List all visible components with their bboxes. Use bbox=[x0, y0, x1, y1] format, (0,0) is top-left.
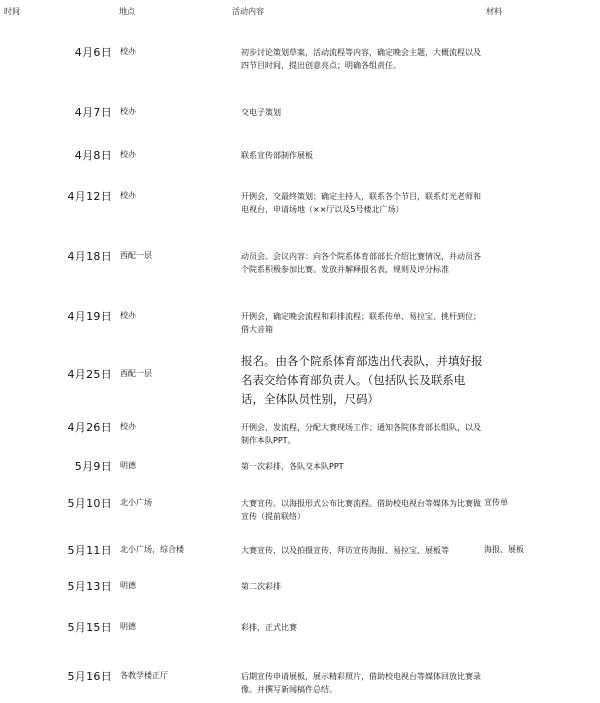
row-content: 交电子策划 bbox=[241, 108, 281, 117]
header-time: 时间 bbox=[4, 7, 20, 16]
row-place: 各教学楼正厅 bbox=[120, 671, 168, 680]
row-place: 校办 bbox=[120, 311, 136, 320]
row-place: 明德 bbox=[120, 622, 136, 631]
row-content: 彩排，正式比赛 bbox=[241, 623, 297, 632]
row-date: 5月11日 bbox=[67, 544, 112, 557]
row-place: 校办 bbox=[120, 422, 136, 431]
row-date: 5月15日 bbox=[67, 621, 112, 634]
row-place: 校办 bbox=[120, 107, 136, 116]
row-content: 后期宣传申请展板，展示精彩照片，借助校电视台等媒体回放比赛录像。并撰写新闻稿件总结。 bbox=[241, 672, 481, 694]
row-place: 北小广场 bbox=[120, 498, 152, 507]
row-place: 校办 bbox=[120, 150, 136, 159]
row-content: 开例会，交最终策划；确定主持人，联系各个节目，联系灯光老师和电视台，申请场地（××厅以及5号楼北广场） bbox=[241, 192, 481, 214]
row-materials: 海报、展板 bbox=[484, 545, 524, 554]
row-date: 4月12日 bbox=[67, 190, 112, 203]
row-content: 动员会。会议内容：向各个院系体育部部长介绍比赛情况，并动员各个院系积极参加比赛。发放并解释报名表，规则及评分标准 bbox=[241, 252, 481, 274]
row-content: 第二次彩排 bbox=[241, 582, 281, 591]
row-content: 开例会，发流程，分配大赛现场工作；通知各院体育部长组队，以及制作本队PPT。 bbox=[241, 423, 481, 445]
row-place: 北小广场，综合楼 bbox=[120, 545, 184, 554]
row-date: 4月7日 bbox=[74, 106, 112, 119]
row-date: 4月19日 bbox=[67, 310, 112, 323]
row-materials: 宣传单 bbox=[484, 498, 508, 507]
row-date: 4月6日 bbox=[74, 46, 112, 59]
row-date: 4月8日 bbox=[74, 149, 112, 162]
row-content: 开例会，确定晚会流程和彩排流程；联系传单、易拉宝、挑杆到位；借大音箱 bbox=[241, 312, 481, 334]
row-place: 西配一层 bbox=[120, 369, 152, 378]
row-content: 联系宣传部制作展板 bbox=[241, 151, 313, 160]
row-content: 报名。由各个院系体育部选出代表队，并填好报名表交给体育部负责人。（包括队长及联系电话，全体队员性别，尺码） bbox=[241, 354, 483, 406]
header-content: 活动内容 bbox=[232, 7, 264, 16]
row-content: 大赛宣传，以及拍摄宣传，拜访宣传海报、易拉宝、展板等 bbox=[241, 546, 449, 555]
row-date: 5月9日 bbox=[74, 460, 112, 473]
row-place: 西配一层 bbox=[120, 251, 152, 260]
row-date: 5月13日 bbox=[67, 580, 112, 593]
row-place: 明德 bbox=[120, 581, 136, 590]
row-date: 5月16日 bbox=[67, 670, 112, 683]
row-content: 第一次彩排，各队交本队PPT bbox=[241, 462, 344, 471]
header-place: 地点 bbox=[119, 7, 135, 16]
row-content: 大赛宣传。以海报形式公布比赛流程。借助校电视台等媒体为比赛做宣传（提前联络） bbox=[241, 499, 481, 521]
row-content: 初步讨论策划草案，活动流程等内容，确定晚会主题，大概流程以及四节目时间，提出创意亮点；明确各组责任。 bbox=[241, 48, 481, 70]
row-place: 明德 bbox=[120, 461, 136, 470]
row-date: 4月18日 bbox=[67, 250, 112, 263]
row-place: 校办 bbox=[120, 191, 136, 200]
row-date: 4月26日 bbox=[67, 421, 112, 434]
row-date: 4月25日 bbox=[67, 368, 112, 381]
header-materials: 材料 bbox=[486, 7, 502, 16]
row-place: 校办 bbox=[120, 47, 136, 56]
row-date: 5月10日 bbox=[67, 497, 112, 510]
